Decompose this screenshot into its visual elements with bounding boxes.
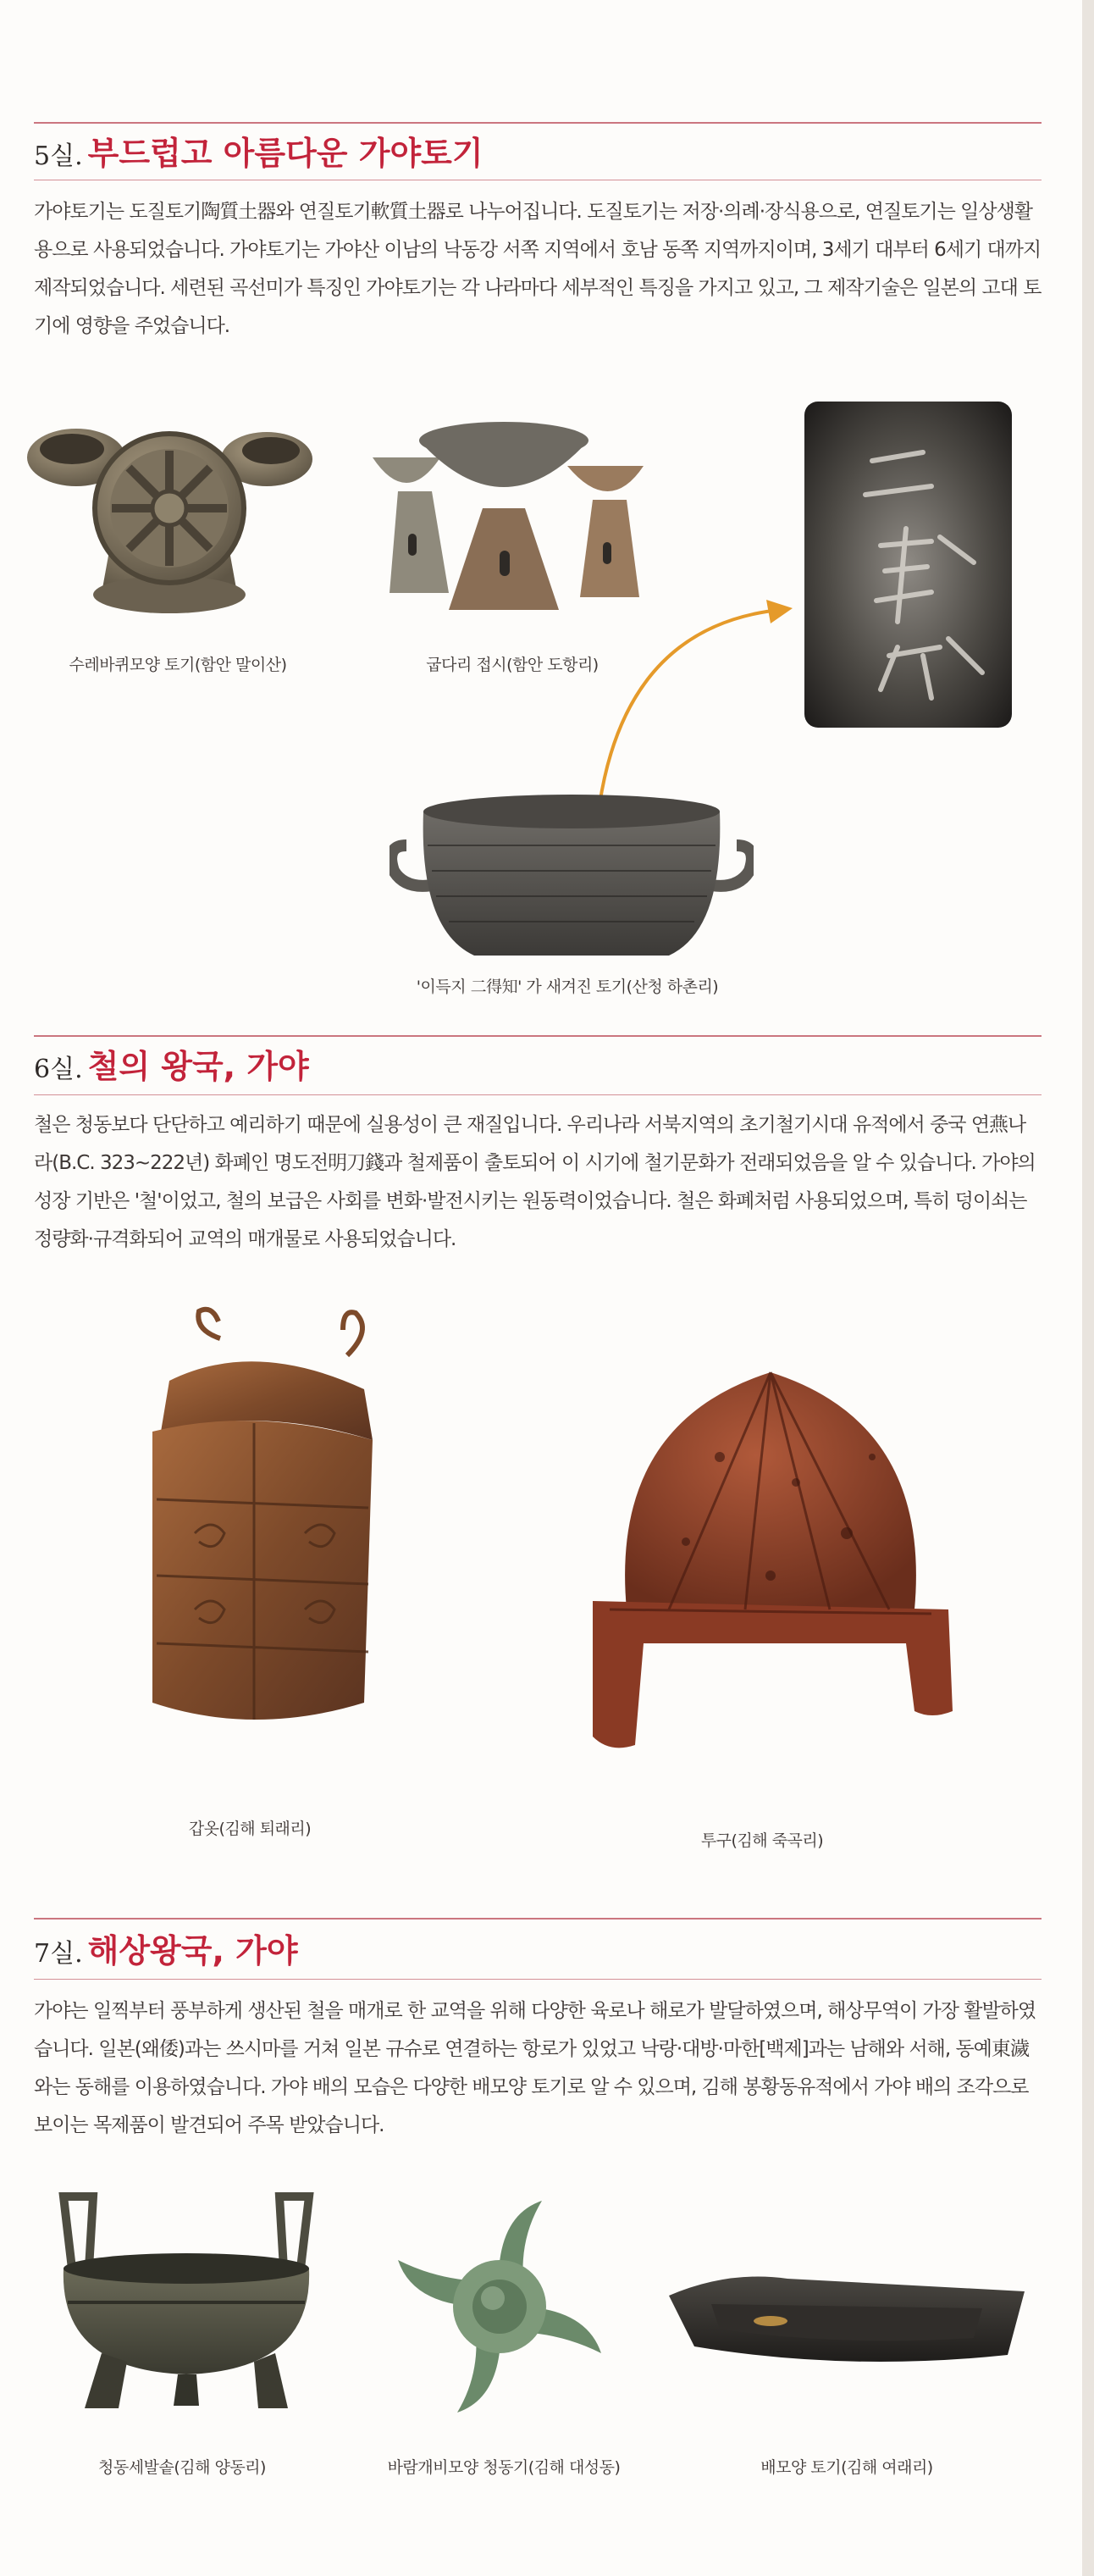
section-paragraph: 철은 청동보다 단단하고 예리하기 때문에 실용성이 큰 재질입니다. 우리나라 서북지역의 초기철기시대 유적에서 중국 연燕나라(B.C. 323~222년) 화폐인 명도전明刀錢과 철제품이 출토되어 이 시기에 철기문화가 전래되었음을 알 수 있습니다. 가야의 성장 기반은 '철'이었고, 철의 보급은 사회를 변화·발전시키는 원동력이었습니다. 철은 화폐처럼 사용되었으며, 특히 덩이쇠는 정량화·규격화되어 교역의 매개물로 사용되었습니다.	[34, 1114, 1036, 1250]
wheel-vessel-image	[25, 398, 313, 627]
inscribed-pot-image	[390, 778, 754, 972]
caption-bronze-cauldron: 청동세발솥(김해 양동리)	[98, 2458, 266, 2477]
bronze-cauldron-image	[42, 2184, 330, 2413]
section-title: 철의 왕국, 가야	[87, 1048, 309, 1085]
section-number: 7실.	[34, 1939, 83, 1969]
section-rule-bottom	[34, 1979, 1042, 1980]
caption-armor: 갑옷(김해 퇴래리)	[188, 1820, 312, 1838]
caption-inscribed-pot: '이득지 二得知' 가 새겨진 토기(산청 하촌리)	[416, 978, 719, 996]
section-rule-top	[34, 122, 1042, 124]
caption-boat-pottery: 배모양 토기(김해 여래리)	[760, 2458, 933, 2477]
section-heading	[34, 127, 483, 174]
section-title: 해상왕국, 가야	[87, 1932, 298, 1969]
section-heading	[34, 1925, 298, 1971]
caption-helmet: 투구(김해 죽곡리)	[700, 1831, 824, 1850]
iron-helmet-image	[576, 1355, 965, 1796]
caption-wheel-vessel: 수레바퀴모양 토기(함안 말이산)	[69, 656, 287, 674]
section-heading	[34, 1040, 309, 1087]
section-paragraph: 가야토기는 도질토기陶質土器와 연질토기軟質土器로 나누어집니다. 도질토기는 저장·의례·장식용으로, 연질토기는 일상생활용으로 사용되었습니다. 가야토기는 가야산 이남의 낙동강 서쪽 지역에서 호남 동쪽 지역까지이며, 3세기 대부터 6세기 대까지 제작되었습니다. 세련된 곡선미가 특징인 가야토기는 각 나라마다 세부적인 특징을 가지고 있고, 그 제작기술은 일본의 고대 토기에 영향을 주었습니다.	[34, 201, 1042, 337]
caption-pinwheel-bronze: 바람개비모양 청동기(김해 대성동)	[387, 2458, 621, 2477]
section-rule-bottom	[34, 1094, 1042, 1095]
section-number: 6실.	[34, 1055, 83, 1084]
section-paragraph: 가야는 일찍부터 풍부하게 생산된 철을 매개로 한 교역을 위해 다양한 육로나 해로가 발달하였으며, 해상무역이 가장 활발하였습니다. 일본(왜倭)과는 쓰시마를 거쳐 일본 규슈로 연결하는 항로가 있었고 낙랑·대방·마한[백제]과는 남해와 서해, 동예東濊와는 동해를 이용하였습니다. 가야 배의 모습은 다양한 배모양 토기로 알 수 있으며, 김해 봉황동유적에서 가야 배의 조각으로 보이는 목제품이 발견되어 주목 받았습니다.	[34, 2000, 1036, 2136]
section-number: 5실.	[34, 141, 83, 171]
page-edge	[1082, 0, 1094, 2576]
caption-stem-cups: 굽다리 접시(함안 도항리)	[426, 656, 599, 674]
boat-pottery-image	[660, 2245, 1033, 2380]
iron-armor-image	[119, 1305, 390, 1762]
section-rule-top	[34, 1918, 1042, 1920]
section-rule-top	[34, 1035, 1042, 1037]
pinwheel-bronze-image	[390, 2192, 610, 2421]
section-title: 부드럽고 아름다운 가야토기	[87, 135, 483, 172]
inscription-closeup-image	[804, 402, 1012, 728]
